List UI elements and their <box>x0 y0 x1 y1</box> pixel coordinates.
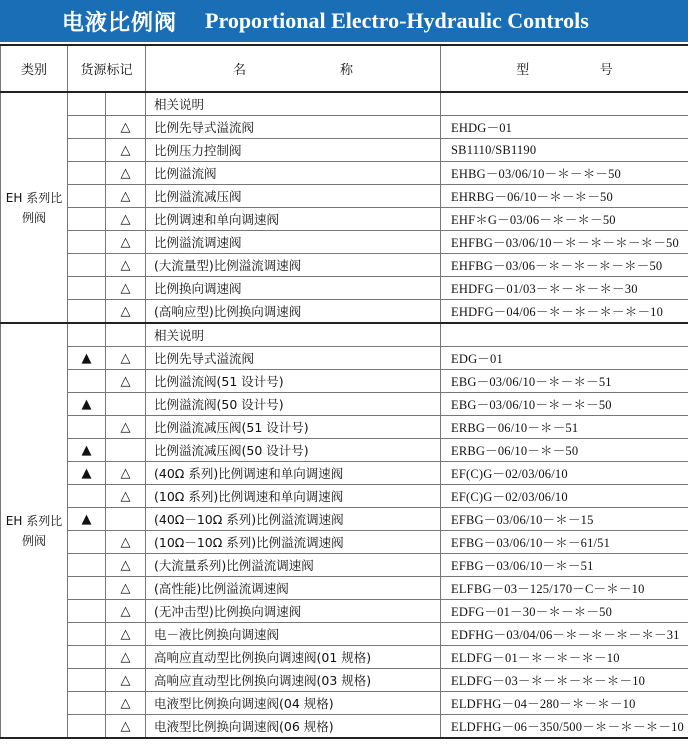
order-mark-icon: △ <box>106 715 146 739</box>
product-model: EF(C)G－02/03/06/10 <box>441 462 688 485</box>
order-mark-icon: △ <box>106 139 146 162</box>
product-model: EHDFG－01/03－＊－＊－＊－30 <box>441 277 688 300</box>
table-row <box>1 277 688 300</box>
product-model: EHBG－03/06/10－＊－＊－50 <box>441 162 688 185</box>
table-row <box>1 692 688 715</box>
table-row <box>1 370 688 393</box>
table-row <box>1 669 688 692</box>
product-name: (高性能)比例溢流调速阀 <box>146 577 441 600</box>
stock-mark-icon <box>68 162 106 185</box>
model-cell <box>441 92 688 116</box>
product-name: 电液型比例换向调速阀(04 规格) <box>146 692 441 715</box>
table-row <box>1 139 688 162</box>
product-name: 比例溢流调速阀 <box>146 231 441 254</box>
source-cell <box>68 323 106 347</box>
section-2 <box>1 323 688 738</box>
order-mark-icon: △ <box>106 485 146 508</box>
table-row <box>1 231 688 254</box>
header-row <box>1 45 688 92</box>
product-name: (40Ω－10Ω 系列)比例溢流调速阀 <box>146 508 441 531</box>
stock-mark-icon <box>68 231 106 254</box>
product-model: EHFBG－03/06－＊－＊－＊－＊－50 <box>441 254 688 277</box>
table-row <box>1 600 688 623</box>
stock-mark-icon <box>68 300 106 324</box>
stock-mark-icon: ▲ <box>68 462 106 485</box>
product-model: EFBG－03/06/10－＊－61/51 <box>441 531 688 554</box>
table-row <box>1 162 688 185</box>
header-name-b: 称 <box>340 63 354 78</box>
stock-mark-icon: ▲ <box>68 508 106 531</box>
product-model: EFBG－03/06/10－＊－15 <box>441 508 688 531</box>
table-row <box>1 439 688 462</box>
product-name: (40Ω 系列)比例调速和单向调速阀 <box>146 462 441 485</box>
product-name: 电液型比例换向调速阀(06 规格) <box>146 715 441 739</box>
product-model: EHF＊G－03/06－＊－＊－50 <box>441 208 688 231</box>
table-row <box>1 508 688 531</box>
product-model: EFBG－03/06/10－＊－51 <box>441 554 688 577</box>
stock-mark-icon <box>68 370 106 393</box>
table-row <box>1 116 688 139</box>
product-name: (高响应型)比例换向调速阀 <box>146 300 441 324</box>
order-mark-icon: △ <box>106 416 146 439</box>
order-mark-icon: △ <box>106 185 146 208</box>
header-category: 类别 <box>1 45 68 92</box>
stock-mark-icon: ▲ <box>68 439 106 462</box>
header-source: 货源标记 <box>68 45 146 92</box>
product-model: ELFBG－03－125/170－C－＊－10 <box>441 577 688 600</box>
table-row <box>1 300 688 324</box>
table-row <box>1 623 688 646</box>
stock-mark-icon <box>68 254 106 277</box>
product-model: ELDFHG－06－350/500－＊－＊－＊－10 <box>441 715 688 739</box>
stock-mark-icon <box>68 554 106 577</box>
category-label: EH 系列比例阀 <box>1 323 68 738</box>
product-model: SB1110/SB1190 <box>441 139 688 162</box>
product-name: (10Ω 系列)比例调速和单向调速阀 <box>146 485 441 508</box>
product-name: 比例调速和单向调速阀 <box>146 208 441 231</box>
table-row <box>1 347 688 370</box>
order-mark-icon: △ <box>106 531 146 554</box>
order-mark-icon: △ <box>106 646 146 669</box>
product-name: 高响应直动型比例换向调速阀(01 规格) <box>146 646 441 669</box>
source-cell <box>68 92 106 116</box>
title-en: Proportional Electro-Hydraulic Controls <box>205 8 589 33</box>
order-mark-icon: △ <box>106 347 146 370</box>
mark-cell <box>106 92 146 116</box>
header-name <box>146 45 441 92</box>
order-mark-icon: △ <box>106 669 146 692</box>
stock-mark-icon: ▲ <box>68 347 106 370</box>
product-name: (无冲击型)比例换向调速阀 <box>146 600 441 623</box>
table-row <box>1 577 688 600</box>
product-name: 比例溢流阀(51 设计号) <box>146 370 441 393</box>
order-mark-icon: △ <box>106 462 146 485</box>
table-row <box>1 485 688 508</box>
table-row <box>1 715 688 739</box>
table-row <box>1 554 688 577</box>
stock-mark-icon <box>68 139 106 162</box>
stock-mark-icon <box>68 208 106 231</box>
stock-mark-icon <box>68 416 106 439</box>
product-name: (10Ω－10Ω 系列)比例溢流调速阀 <box>146 531 441 554</box>
stock-mark-icon <box>68 692 106 715</box>
stock-mark-icon <box>68 646 106 669</box>
product-name: 比例压力控制阀 <box>146 139 441 162</box>
order-mark-icon: △ <box>106 623 146 646</box>
note-label: 相关说明 <box>146 92 441 116</box>
stock-mark-icon <box>68 531 106 554</box>
order-mark-icon: △ <box>106 300 146 324</box>
product-name: 比例溢流减压阀(50 设计号) <box>146 439 441 462</box>
stock-mark-icon <box>68 577 106 600</box>
order-mark-icon: △ <box>106 554 146 577</box>
table-row <box>1 393 688 416</box>
stock-mark-icon <box>68 277 106 300</box>
order-mark-icon <box>106 393 146 416</box>
mark-cell <box>106 323 146 347</box>
order-mark-icon: △ <box>106 277 146 300</box>
product-name: 比例溢流减压阀(51 设计号) <box>146 416 441 439</box>
product-model: EHDFG－04/06－＊－＊－＊－＊－10 <box>441 300 688 324</box>
product-model: EDFHG－03/04/06－＊－＊－＊－＊－31 <box>441 623 688 646</box>
stock-mark-icon: ▲ <box>68 393 106 416</box>
product-model: EF(C)G－02/03/06/10 <box>441 485 688 508</box>
stock-mark-icon <box>68 715 106 739</box>
product-name: 比例换向调速阀 <box>146 277 441 300</box>
order-mark-icon: △ <box>106 254 146 277</box>
order-mark-icon: △ <box>106 116 146 139</box>
product-name: 电－液比例换向调速阀 <box>146 623 441 646</box>
order-mark-icon <box>106 508 146 531</box>
table-row <box>1 531 688 554</box>
stock-mark-icon <box>68 116 106 139</box>
order-mark-icon <box>106 439 146 462</box>
product-model: EHFBG－03/06/10－＊－＊－＊－＊－50 <box>441 231 688 254</box>
note-label: 相关说明 <box>146 323 441 347</box>
product-name: (大流量型)比例溢流调速阀 <box>146 254 441 277</box>
order-mark-icon: △ <box>106 208 146 231</box>
product-model: ELDFG－01－＊－＊－＊－10 <box>441 646 688 669</box>
stock-mark-icon <box>68 485 106 508</box>
product-name: 比例溢流阀 <box>146 162 441 185</box>
product-model: EDG－01 <box>441 347 688 370</box>
note-row <box>1 323 688 347</box>
title-cn: 电液比例阀 <box>62 10 178 36</box>
order-mark-icon: △ <box>106 162 146 185</box>
stock-mark-icon <box>68 669 106 692</box>
table-row <box>1 185 688 208</box>
header-name-a: 名 <box>233 63 247 78</box>
product-name: 比例先导式溢流阀 <box>146 116 441 139</box>
product-model: EDFG－01－30－＊－＊－50 <box>441 600 688 623</box>
note-row <box>1 92 688 116</box>
product-model: EHDG－01 <box>441 116 688 139</box>
table-row <box>1 254 688 277</box>
table-row <box>1 208 688 231</box>
order-mark-icon: △ <box>106 692 146 715</box>
order-mark-icon: △ <box>106 370 146 393</box>
product-name: 比例先导式溢流阀 <box>146 347 441 370</box>
table-row <box>1 462 688 485</box>
category-label: EH 系列比例阀 <box>1 92 68 323</box>
product-model: ELDFHG－04－280－＊－＊－10 <box>441 692 688 715</box>
order-mark-icon: △ <box>106 231 146 254</box>
product-model: EHRBG－06/10－＊－＊－50 <box>441 185 688 208</box>
header-model-b: 号 <box>599 63 613 78</box>
product-model: ERBG－06/10－＊－51 <box>441 416 688 439</box>
product-table <box>0 44 688 739</box>
table-row <box>1 416 688 439</box>
product-name: 高响应直动型比例换向调速阀(03 规格) <box>146 669 441 692</box>
stock-mark-icon <box>68 623 106 646</box>
title-bar <box>0 0 688 42</box>
product-name: (大流量系列)比例溢流调速阀 <box>146 554 441 577</box>
order-mark-icon: △ <box>106 600 146 623</box>
header-model <box>441 45 688 92</box>
table-row <box>1 646 688 669</box>
stock-mark-icon <box>68 185 106 208</box>
product-model: ELDFG－03－＊－＊－＊－＊－10 <box>441 669 688 692</box>
section-1 <box>1 92 688 323</box>
product-model: EBG－03/06/10－＊－＊－50 <box>441 393 688 416</box>
stock-mark-icon <box>68 600 106 623</box>
product-name: 比例溢流阀(50 设计号) <box>146 393 441 416</box>
product-model: EBG－03/06/10－＊－＊－51 <box>441 370 688 393</box>
product-model: ERBG－06/10－＊－50 <box>441 439 688 462</box>
header-model-a: 型 <box>516 63 530 78</box>
model-cell <box>441 323 688 347</box>
product-name: 比例溢流减压阀 <box>146 185 441 208</box>
order-mark-icon: △ <box>106 577 146 600</box>
